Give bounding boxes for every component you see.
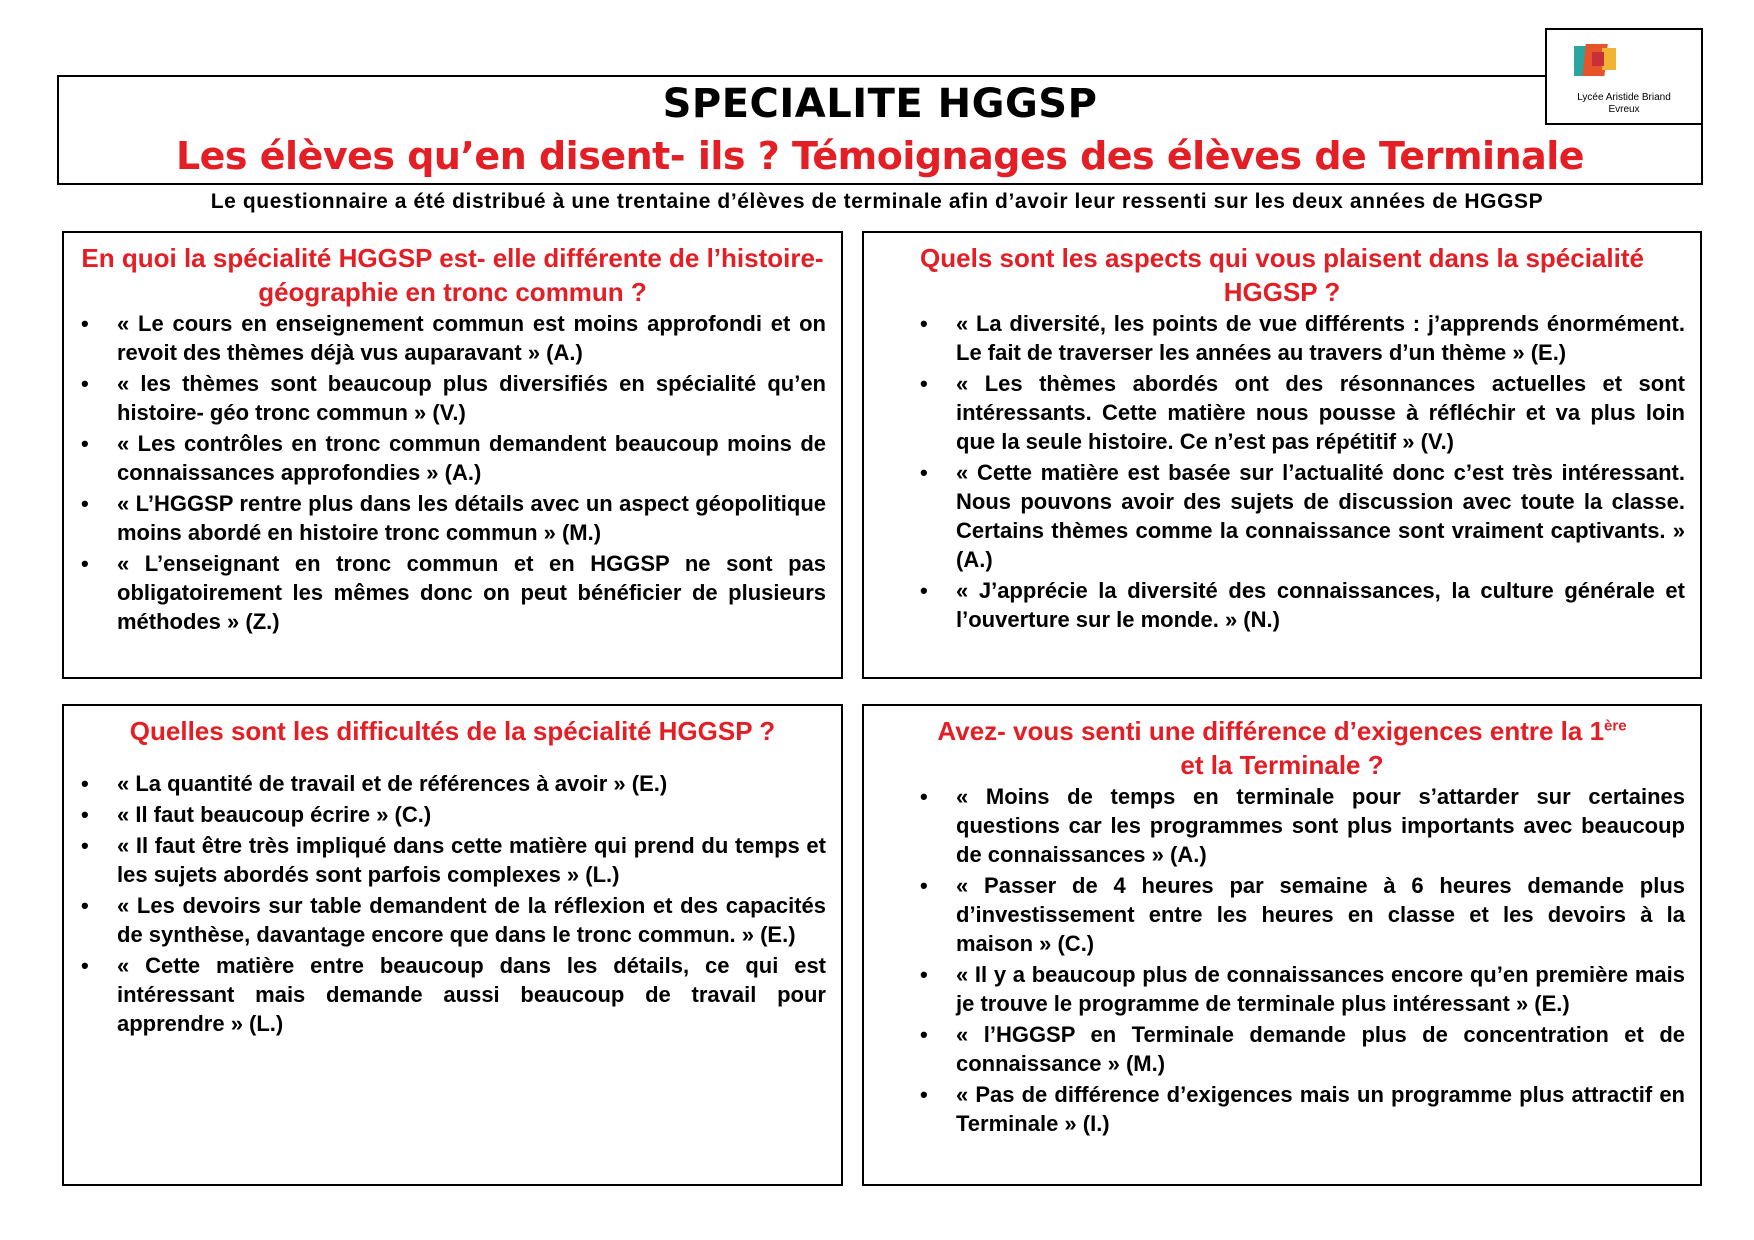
item-text: « Cette matière entre beaucoup dans les détails, ce qui est intéressant mais demande aussi beaucoup de travail pour apprendre » (L.): [117, 953, 826, 1036]
bullet-icon: •: [920, 371, 928, 396]
school-logo-icon: [1572, 42, 1620, 82]
logo-school-name: Lycée Aristide Briand: [1577, 92, 1671, 103]
item-text: « Moins de temps en terminale pour s’attarder sur certaines questions car les programmes sont plus importants avec beaucoup de connaissances » (A.): [956, 784, 1685, 867]
bullet-icon: •: [920, 873, 928, 898]
list-item: [81, 489, 826, 547]
item-text: « l’HGGSP en Terminale demande plus de concentration et de connaissance » (M.): [956, 1022, 1685, 1076]
logo-city: Evreux: [1608, 104, 1640, 115]
bullet-icon: •: [81, 833, 89, 858]
panel-title: Quelles sont les difficultés de la spécialité HGGSP ?: [129, 716, 776, 746]
item-text: « Il faut beaucoup écrire » (C.): [117, 802, 432, 827]
testimony-list: [920, 782, 1685, 1138]
panel-appreciated-aspects: [862, 231, 1702, 679]
bullet-icon: •: [920, 1082, 928, 1107]
bullet-icon: •: [81, 771, 89, 796]
list-item: [81, 429, 826, 487]
document-title: SPECIALITE HGGSP: [662, 81, 1098, 127]
list-item: [920, 1020, 1685, 1078]
panel-differences: [62, 231, 843, 679]
item-text: « Les thèmes abordés ont des résonnances actuelles et sont intéressants. Cette matière nous pousse à réfléchir et va plus loin que la seule histoire. Ce n’est pas répétitif » (V.): [956, 371, 1685, 454]
list-item: [920, 458, 1685, 574]
testimony-list: [81, 769, 826, 1038]
list-item: [81, 369, 826, 427]
item-text: « Cette matière est basée sur l’actualité donc c’est très intéressant. Nous pouvons avoir des sujets de discussion avec toute la classe. Certains thèmes comme la connaissance sont vraiment captivants. » (A.): [956, 460, 1685, 572]
list-item: [81, 831, 826, 889]
list-item: [920, 309, 1685, 367]
list-item: [81, 549, 826, 636]
list-item: [81, 800, 826, 829]
bullet-icon: •: [81, 431, 89, 456]
header-box: [57, 75, 1703, 185]
list-item: [81, 891, 826, 949]
intro-text: Le questionnaire a été distribué à une trentaine d’élèves de terminale afin d’avoir leur ressenti sur les deux années de HGGSP: [210, 190, 1544, 213]
item-text: « Il y a beaucoup plus de connaissances encore qu’en première mais je trouve le programme de terminale plus intéressant » (E.): [956, 962, 1685, 1016]
item-text: « Les contrôles en tronc commun demandent beaucoup moins de connaissances approfondies » (A.): [117, 431, 826, 485]
bullet-icon: •: [81, 371, 89, 396]
bullet-icon: •: [920, 460, 928, 485]
bullet-icon: •: [920, 784, 928, 809]
panel-title: En quoi la spécialité HGGSP est- elle différente de l’histoire- géographie en tronc commun ?: [81, 243, 824, 307]
item-text: « L’HGGSP rentre plus dans les détails avec un aspect géopolitique moins abordé en histoire tronc commun » (M.): [117, 491, 826, 545]
panel-requirement-differences: [862, 704, 1702, 1186]
bullet-icon: •: [920, 311, 928, 336]
item-text: « Il faut être très impliqué dans cette matière qui prend du temps et les sujets abordés sont parfois complexes » (L.): [117, 833, 826, 887]
bullet-icon: •: [81, 551, 89, 576]
list-item: [920, 369, 1685, 456]
item-text: « Les devoirs sur table demandent de la réflexion et des capacités de synthèse, davantage encore que dans le tronc commun. » (E.): [117, 893, 826, 947]
document-subtitle: Les élèves qu’en disent- ils ? Témoignages des élèves de Terminale: [175, 134, 1585, 178]
item-text: « Pas de différence d’exigences mais un programme plus attractif en Terminale » (I.): [956, 1082, 1685, 1136]
panel-title: Quels sont les aspects qui vous plaisent dans la spécialité HGGSP ?: [920, 243, 1644, 307]
list-item: [81, 309, 826, 367]
item-text: « La quantité de travail et de références à avoir » (E.): [117, 771, 668, 796]
bullet-icon: •: [81, 953, 89, 978]
bullet-icon: •: [920, 1022, 928, 1047]
panel-title: [874, 714, 1690, 782]
bullet-icon: •: [920, 962, 928, 987]
item-text: « Le cours en enseignement commun est moins approfondi et on revoit des thèmes déjà vus auparavant » (A.): [117, 311, 826, 365]
bullet-icon: •: [81, 893, 89, 918]
testimony-list: [81, 309, 826, 636]
list-item: [920, 960, 1685, 1018]
list-item: [920, 1080, 1685, 1138]
panel-title-main: Avez- vous senti une différence d’exigences entre la 1: [937, 716, 1605, 746]
item-text: « La diversité, les points de vue différents : j’apprends énormément. Le fait de traverser les années au travers d’un thème » (E.): [956, 311, 1685, 365]
bullet-icon: •: [920, 578, 928, 603]
school-logo: [1545, 28, 1703, 125]
item-text: « Passer de 4 heures par semaine à 6 heures demande plus d’investissement entre les heures en classe et les devoirs à la maison » (C.): [956, 873, 1685, 956]
bullet-icon: •: [81, 311, 89, 336]
bullet-icon: •: [81, 802, 89, 827]
list-item: [81, 951, 826, 1038]
list-item: [81, 769, 826, 798]
bullet-icon: •: [81, 491, 89, 516]
panel-title-superscript: ère: [1604, 717, 1627, 735]
item-text: « les thèmes sont beaucoup plus diversifiés en spécialité qu’en histoire- géo tronc commun » (V.): [117, 371, 826, 425]
testimony-list: [920, 309, 1685, 634]
list-item: [920, 576, 1685, 634]
panel-difficulties: [62, 704, 843, 1186]
list-item: [920, 871, 1685, 958]
list-item: [920, 782, 1685, 869]
item-text: « J’apprécie la diversité des connaissances, la culture générale et l’ouverture sur le monde. » (N.): [956, 578, 1685, 632]
panel-title-end: et la Terminale ?: [1180, 750, 1384, 780]
logo-text: [1547, 92, 1701, 116]
item-text: « L’enseignant en tronc commun et en HGGSP ne sont pas obligatoirement les mêmes donc on peut bénéficier de plusieurs méthodes » (Z.): [117, 551, 826, 634]
